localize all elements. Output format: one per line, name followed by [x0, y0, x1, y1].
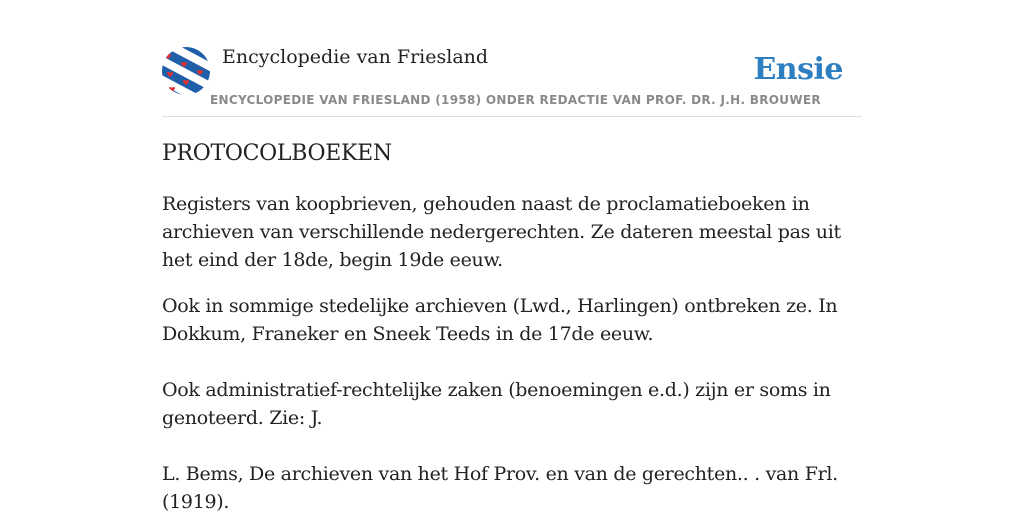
article-paragraph: Registers van koopbrieven, gehouden naast de proclamatieboeken in archieven van verschillende nedergerechten. Ze dateren meestal pas uit het eind der 18de, begin 19de eeuw. [162, 193, 841, 271]
site-title[interactable]: Encyclopedie van Friesland [222, 46, 489, 68]
page-header [162, 46, 862, 117]
ensie-logo[interactable]: Ensie [753, 52, 843, 87]
article-paragraph: Ook administratief-rechtelijke zaken (benoemingen e.d.) zijn er soms in genoteerd. Zie: J. [162, 379, 831, 429]
encyclopedia-subtitle: ENCYCLOPEDIE VAN FRIESLAND (1958) ONDER REDACTIE VAN PROF. DR. J.H. BROUWER [210, 93, 821, 107]
article-paragraph: L. Bems, De archieven van het Hof Prov. en van de gerechten.. . van Frl. (1919). [162, 463, 838, 512]
frisian-flag-icon[interactable] [162, 47, 210, 95]
article-paragraph: Ook in sommige stedelijke archieven (Lwd., Harlingen) ontbreken ze. In Dokkum, Franeker en Sneek Teeds in de 17de eeuw. [162, 295, 838, 345]
page-title: PROTOCOLBOEKEN [162, 141, 392, 166]
article-body [162, 138, 862, 512]
